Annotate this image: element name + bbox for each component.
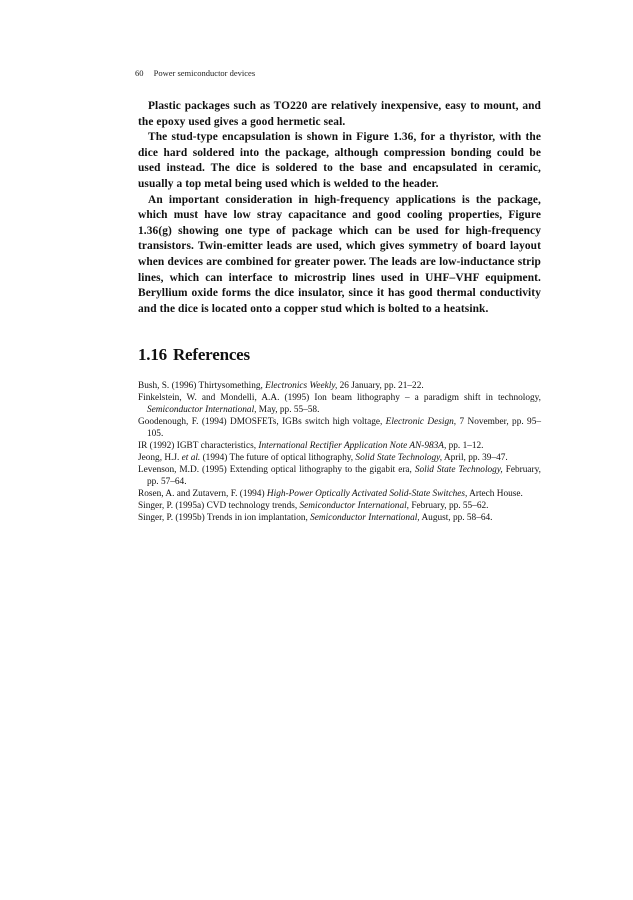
reference-item: Singer, P. (1995a) CVD technology trends, Semiconductor International, February, pp. 55–62. [138, 500, 489, 511]
reference-item: Finkelstein, W. and Mondelli, A.A. (1995) Ion beam lithography – a paradigm shift in technology, Semiconductor International, May, pp. 55–58. [138, 393, 541, 415]
reference-item: Singer, P. (1995b) Trends in ion implantation, Semiconductor International, August, pp. 58–64. [138, 512, 493, 523]
section-title: References [172, 345, 250, 365]
paragraph: Plastic packages such as TO220 are relatively inexpensive, easy to mount, and the epoxy used gives a good hermetic seal. [138, 100, 541, 128]
book-page [135, 68, 541, 525]
paragraph: An important consideration in high-frequency applications is the package, which must have low stray capacitance and good cooling properties, Figure 1.36(g) showing one type of package which can be used for high-frequency transistors. Twin-emitter leads are used, which gives symmetry of board layout when devices are combined for greater power. The leads are low-inductance strip lines, which can interface to microstrip lines used in UHF–VHF equipment. Beryllium oxide forms the dice insulator, since it has good thermal conductivity and the dice is located onto a copper stud which is bolted to a heatsink. [138, 193, 541, 315]
running-title: Power semiconductor devices [153, 68, 256, 78]
reference-item: Bush, S. (1996) Thirtysomething, Electronics Weekly, 26 January, pp. 21–22. [138, 381, 424, 392]
paragraph: The stud-type encapsulation is shown in Figure 1.36, for a thyristor, with the dice hard soldered into the package, although compression bonding could be used instead. The dice is soldered to the base and encapsulated in ceramic, usually a top metal being used which is welded to the header. [138, 131, 541, 190]
reference-item: Levenson, M.D. (1995) Extending optical lithography to the gigabit era, Solid State Technology, February, pp. 57–64. [138, 464, 541, 487]
reference-item: Rosen, A. and Zutavern, F. (1994) High-Power Optically Activated Solid-State Switches, Artech House. [138, 488, 523, 499]
reference-item: IR (1992) IGBT characteristics, International Rectifier Application Note AN-983A, pp. 1–12. [138, 440, 484, 451]
running-head [135, 68, 541, 79]
body-text [138, 99, 541, 317]
reference-list [138, 381, 541, 524]
reference-item: Jeong, H.J. et al. (1994) The future of optical lithography, Solid State Technology, April, pp. 39–47. [138, 452, 508, 463]
page-number: 60 [135, 68, 144, 78]
reference-item: Goodenough, F. (1994) DMOSFETs, IGBs switch high voltage, Electronic Design, 7 November, pp. 95–105. [138, 417, 541, 439]
section-heading [138, 345, 541, 365]
section-number: 1.16 [138, 345, 167, 365]
